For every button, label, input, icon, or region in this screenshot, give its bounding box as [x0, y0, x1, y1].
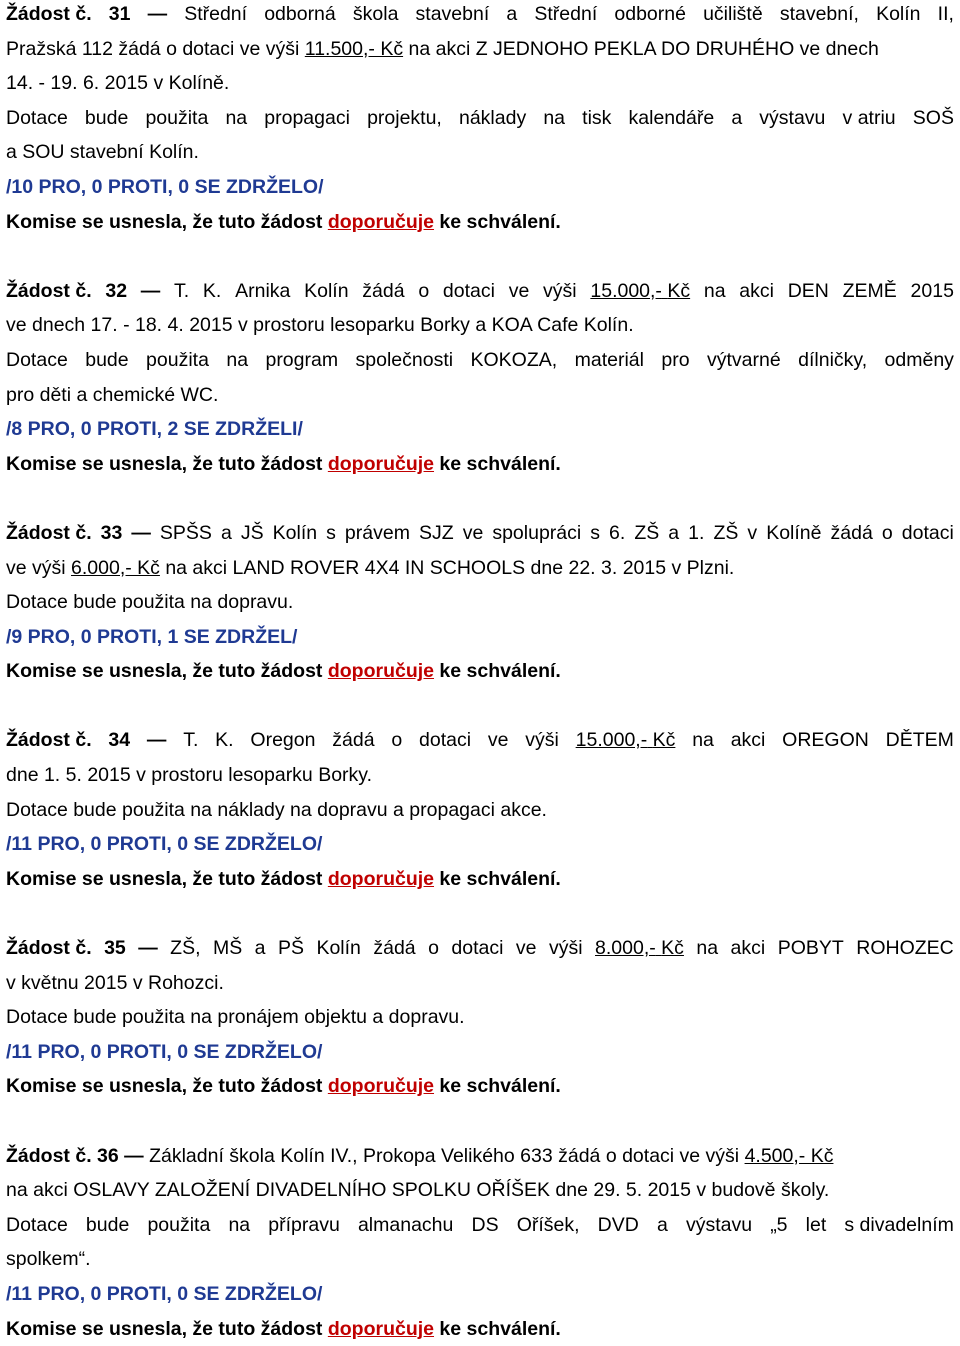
spacer	[6, 481, 954, 516]
request-text-line: Dotace bude použita na pronájem objektu a dopravu.	[6, 1006, 465, 1029]
decision: Komise se usnesla, že tuto žádost doporučuje ke schválení.	[6, 452, 561, 475]
request-dash: —	[146, 729, 167, 752]
request-number: 35	[104, 937, 126, 960]
request-label: Žádost	[6, 729, 70, 752]
request-36	[6, 1139, 954, 1346]
decision-key: doporučuje	[327, 210, 435, 233]
word: odborná	[264, 3, 336, 25]
word: stavební,	[779, 3, 859, 25]
request-cislo: č.	[75, 279, 92, 302]
decision-key: doporučuje	[327, 867, 435, 890]
spacer	[6, 1104, 954, 1139]
request-dash: —	[138, 937, 158, 960]
request-header-line	[6, 0, 954, 32]
request-text-line: a SOU stavební Kolín.	[6, 141, 199, 164]
request-cislo: č.	[75, 521, 92, 544]
request-text-line: Dotace bude použita na program společnosti KOKOZA, materiál pro výtvarné dílničky, odměny	[6, 348, 954, 371]
request-32	[6, 274, 954, 482]
vote-result: /11 PRO, 0 PROTI, 0 SE ZDRŽELO/	[6, 1282, 323, 1305]
request-header-line: Žádost č. 36 — Základní škola Kolín IV., Prokopa Velikého 633 žádá o dotaci ve výši 4.500,- Kč	[6, 1144, 834, 1167]
decision-key: doporučuje	[327, 452, 435, 475]
request-34	[6, 723, 954, 896]
request-header-line: Žádost č. 34 — T. K. Oregon žádá o dotaci ve výši 15.000,- Kč na akci OREGON DĚTEM	[6, 723, 954, 758]
amount: 15.000,-	[575, 729, 648, 752]
vote-result: /11 PRO, 0 PROTI, 0 SE ZDRŽELO/	[6, 833, 323, 856]
decision: Komise se usnesla, že tuto žádost doporučuje ke schválení.	[6, 867, 561, 890]
request-number: 32	[105, 279, 128, 302]
decision: Komise se usnesla, že tuto žádost doporučuje ke schválení.	[6, 660, 561, 683]
request-cislo: č.	[75, 937, 92, 960]
word: odborné	[614, 3, 686, 25]
vote-result: /10 PRO, 0 PROTI, 0 SE ZDRŽELO/	[6, 175, 324, 198]
request-text-line: Dotace bude použita na propagaci projektu, náklady na tisk kalendáře a výstavu v atriu SOŠ	[6, 106, 954, 129]
vote-result: /11 PRO, 0 PROTI, 0 SE ZDRŽELO/	[6, 1040, 323, 1063]
decision-key: doporučuje	[327, 1317, 435, 1340]
amount: 4.500,- Kč	[744, 1144, 834, 1167]
request-number: 36	[97, 1144, 119, 1167]
request-label: Žádost	[6, 1144, 70, 1167]
word: učiliště	[703, 3, 763, 25]
word: II,	[937, 3, 954, 25]
request-text-line: Pražská 112 žádá o dotaci ve výši 11.500,- Kč na akci Z JEDNOHO PEKLA DO DRUHÉHO ve dnech	[6, 37, 879, 60]
word: Střední	[534, 3, 598, 25]
request-dash: —	[131, 521, 151, 544]
decision-key: doporučuje	[327, 1075, 435, 1098]
request-text-line: pro děti a chemické WC.	[6, 383, 219, 406]
request-dash: —	[147, 3, 168, 25]
spacer	[6, 689, 954, 724]
request-number: 33	[100, 521, 123, 544]
word: stavební	[415, 3, 490, 25]
vote-result: /8 PRO, 0 PROTI, 2 SE ZDRŽELI/	[6, 418, 303, 441]
request-label: Žádost	[6, 3, 70, 25]
amount: 11.500,- Kč	[304, 37, 404, 60]
request-number: 34	[108, 729, 131, 752]
amount: 15.000,-	[590, 279, 662, 302]
request-text-line: v květnu 2015 v Rohozci.	[6, 971, 224, 994]
request-text-line: ve dnech 17. - 18. 4. 2015 v prostoru lesoparku Borky a KOA Cafe Kolín.	[6, 314, 634, 337]
request-text-line: spolkem“.	[6, 1248, 91, 1271]
request-label: Žádost	[6, 521, 70, 544]
request-text-line: Dotace bude použita na náklady na dopravu a propagaci akce.	[6, 798, 547, 821]
vote-result: /9 PRO, 0 PROTI, 1 SE ZDRŽEL/	[6, 625, 298, 648]
spacer	[6, 896, 954, 931]
word: škola	[352, 3, 399, 25]
request-text-line: dne 1. 5. 2015 v prostoru lesoparku Borky.	[6, 764, 373, 787]
request-header-line: Žádost č. 32 — T. K. Arnika Kolín žádá o dotaci ve výši 15.000,- Kč na akci DEN ZEMĚ 2015	[6, 274, 954, 309]
request-number: 31	[108, 3, 131, 25]
request-text-line: Dotace bude použita na dopravu.	[6, 591, 294, 614]
word: Střední	[184, 3, 248, 25]
decision: Komise se usnesla, že tuto žádost doporučuje ke schválení.	[6, 210, 561, 233]
request-label: Žádost	[6, 279, 70, 302]
word: a	[506, 3, 518, 25]
request-text-line: na akci OSLAVY ZALOŽENÍ DIVADELNÍHO SPOLKU OŘÍŠEK dne 29. 5. 2015 v budově školy.	[6, 1179, 830, 1202]
request-33	[6, 516, 954, 689]
request-31	[6, 0, 954, 239]
request-text-line: 14. - 19. 6. 2015 v Kolíně.	[6, 72, 230, 95]
request-35	[6, 931, 954, 1104]
decision-key: doporučuje	[327, 660, 435, 683]
decision: Komise se usnesla, že tuto žádost doporučuje ke schválení.	[6, 1317, 561, 1340]
request-cislo: č.	[75, 3, 92, 25]
request-header-line: Žádost č. 35 — ZŠ, MŠ a PŠ Kolín žádá o dotaci ve výši 8.000,- Kč na akci POBYT ROHOZEC	[6, 931, 954, 966]
word: Kolín	[876, 3, 921, 25]
request-dash: —	[140, 279, 161, 302]
decision: Komise se usnesla, že tuto žádost doporučuje ke schválení.	[6, 1075, 561, 1098]
request-header-line: Žádost č. 33 — SPŠS a JŠ Kolín s právem SJZ ve spolupráci s 6. ZŠ a 1. ZŠ v Kolíně žádá o dotaci	[6, 516, 954, 551]
request-dash: —	[124, 1144, 144, 1167]
request-cislo: č.	[75, 1144, 92, 1167]
request-text-line: ve výši 6.000,- Kč na akci LAND ROVER 4X4 IN SCHOOLS dne 22. 3. 2015 v Plzni.	[6, 556, 735, 579]
request-label: Žádost	[6, 937, 70, 960]
request-cislo: č.	[75, 729, 92, 752]
request-text-line: Dotace bude použita na přípravu almanachu DS Oříšek, DVD a výstavu „5 let s divadelním	[6, 1213, 954, 1236]
amount: 6.000,- Kč	[71, 556, 160, 579]
amount: 8.000,-	[595, 937, 656, 960]
spacer	[6, 239, 954, 274]
